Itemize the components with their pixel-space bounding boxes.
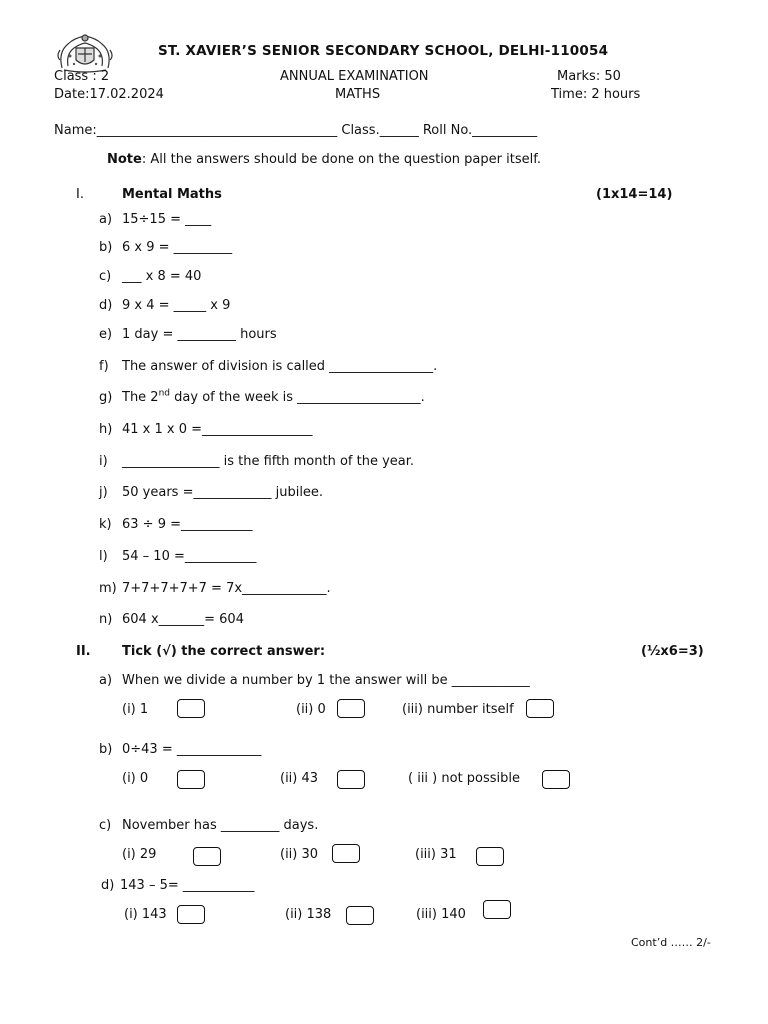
question-text: 54 – 10 =___________ [122,549,257,564]
answer-checkbox[interactable] [337,699,365,718]
question-text: _______________ is the fifth month of the year. [122,454,415,469]
option-label: (ii) 30 [280,847,319,862]
option-label: (i) 1 [122,702,149,717]
question-letter: c) [99,818,112,833]
question-text: The 2nd day of the week is ___________________. [122,388,425,405]
question-letter: i) [99,454,108,469]
question-letter: k) [99,517,112,532]
answer-checkbox[interactable] [177,905,205,924]
section-2-numeral: II. [76,644,91,659]
question-letter: n) [99,612,113,627]
question-letter: b) [99,240,113,255]
question-letter: b) [99,742,113,757]
question-text: The answer of division is called ________________. [122,359,438,374]
question-letter: e) [99,327,113,342]
section-2-marks: (½x6=3) [641,644,704,659]
option-label: (ii) 0 [296,702,326,717]
name-class-roll-line: Name:_____________________________________ Class.______ Roll No.__________ [54,123,538,138]
time-label: Time: 2 hours [551,87,641,102]
exam-title: ANNUAL EXAMINATION [280,69,429,84]
note-text: : All the answers should be done on the question paper itself. [141,152,541,167]
question-text: 63 ÷ 9 =___________ [122,517,253,532]
section-1-numeral: I. [76,187,84,202]
question-letter: d) [101,878,115,893]
question-letter: m) [99,581,117,596]
question-text: 9 x 4 = _____ x 9 [122,298,231,313]
option-label: (iii) 140 [416,907,466,922]
class-label: Class : 2 [54,69,110,84]
question-text: 143 – 5= ___________ [120,878,255,893]
question-text: 1 day = _________ hours [122,327,277,342]
subject-label: MATHS [335,87,381,102]
answer-checkbox[interactable] [483,900,511,919]
date-label: Date:17.02.2024 [54,87,164,102]
continued-note: Cont’d …… 2/- [631,936,711,949]
question-letter: l) [99,549,108,564]
question-letter: j) [99,485,108,500]
note [107,152,541,167]
question-text: November has _________ days. [122,818,319,833]
answer-checkbox[interactable] [542,770,570,789]
answer-checkbox[interactable] [193,847,221,866]
question-letter: f) [99,359,109,374]
question-text: 41 x 1 x 0 =_________________ [122,422,313,437]
section-2-title: Tick (√) the correct answer: [122,644,326,659]
option-label: (i) 29 [122,847,157,862]
answer-checkbox[interactable] [476,847,504,866]
school-crest-logo [54,30,116,74]
option-label: (i) 0 [122,771,149,786]
question-text: ___ x 8 = 40 [122,269,202,284]
school-name: ST. XAVIER’S SENIOR SECONDARY SCHOOL, DELHI-110054 [158,43,609,59]
question-text: When we divide a number by 1 the answer will be ____________ [122,673,530,688]
note-label: Note [107,152,142,167]
answer-checkbox[interactable] [346,906,374,925]
option-label: (iii) 31 [415,847,457,862]
answer-checkbox[interactable] [337,770,365,789]
option-label: (ii) 138 [285,907,332,922]
question-letter: c) [99,269,112,284]
section-1-title: Mental Maths [122,187,222,202]
option-label: (ii) 43 [280,771,319,786]
question-text: 604 x_______= 604 [122,612,244,627]
answer-checkbox[interactable] [177,770,205,789]
marks-label: Marks: 50 [557,69,621,84]
section-1-marks: (1x14=14) [596,187,673,202]
answer-checkbox[interactable] [526,699,554,718]
question-text: 7+7+7+7+7 = 7x_____________. [122,581,331,596]
question-letter: a) [99,212,113,227]
answer-checkbox[interactable] [332,844,360,863]
question-letter: h) [99,422,113,437]
question-letter: g) [99,390,113,405]
question-text: 6 x 9 = _________ [122,240,233,255]
question-text: 50 years =____________ jubilee. [122,485,324,500]
question-letter: a) [99,673,113,688]
option-label: (iii) number itself [402,702,514,717]
question-letter: d) [99,298,113,313]
question-text: 15÷15 = ____ [122,212,212,227]
option-label: ( iii ) not possible [408,771,521,786]
question-text: 0÷43 = _____________ [122,742,262,757]
option-label: (i) 143 [124,907,167,922]
answer-checkbox[interactable] [177,699,205,718]
